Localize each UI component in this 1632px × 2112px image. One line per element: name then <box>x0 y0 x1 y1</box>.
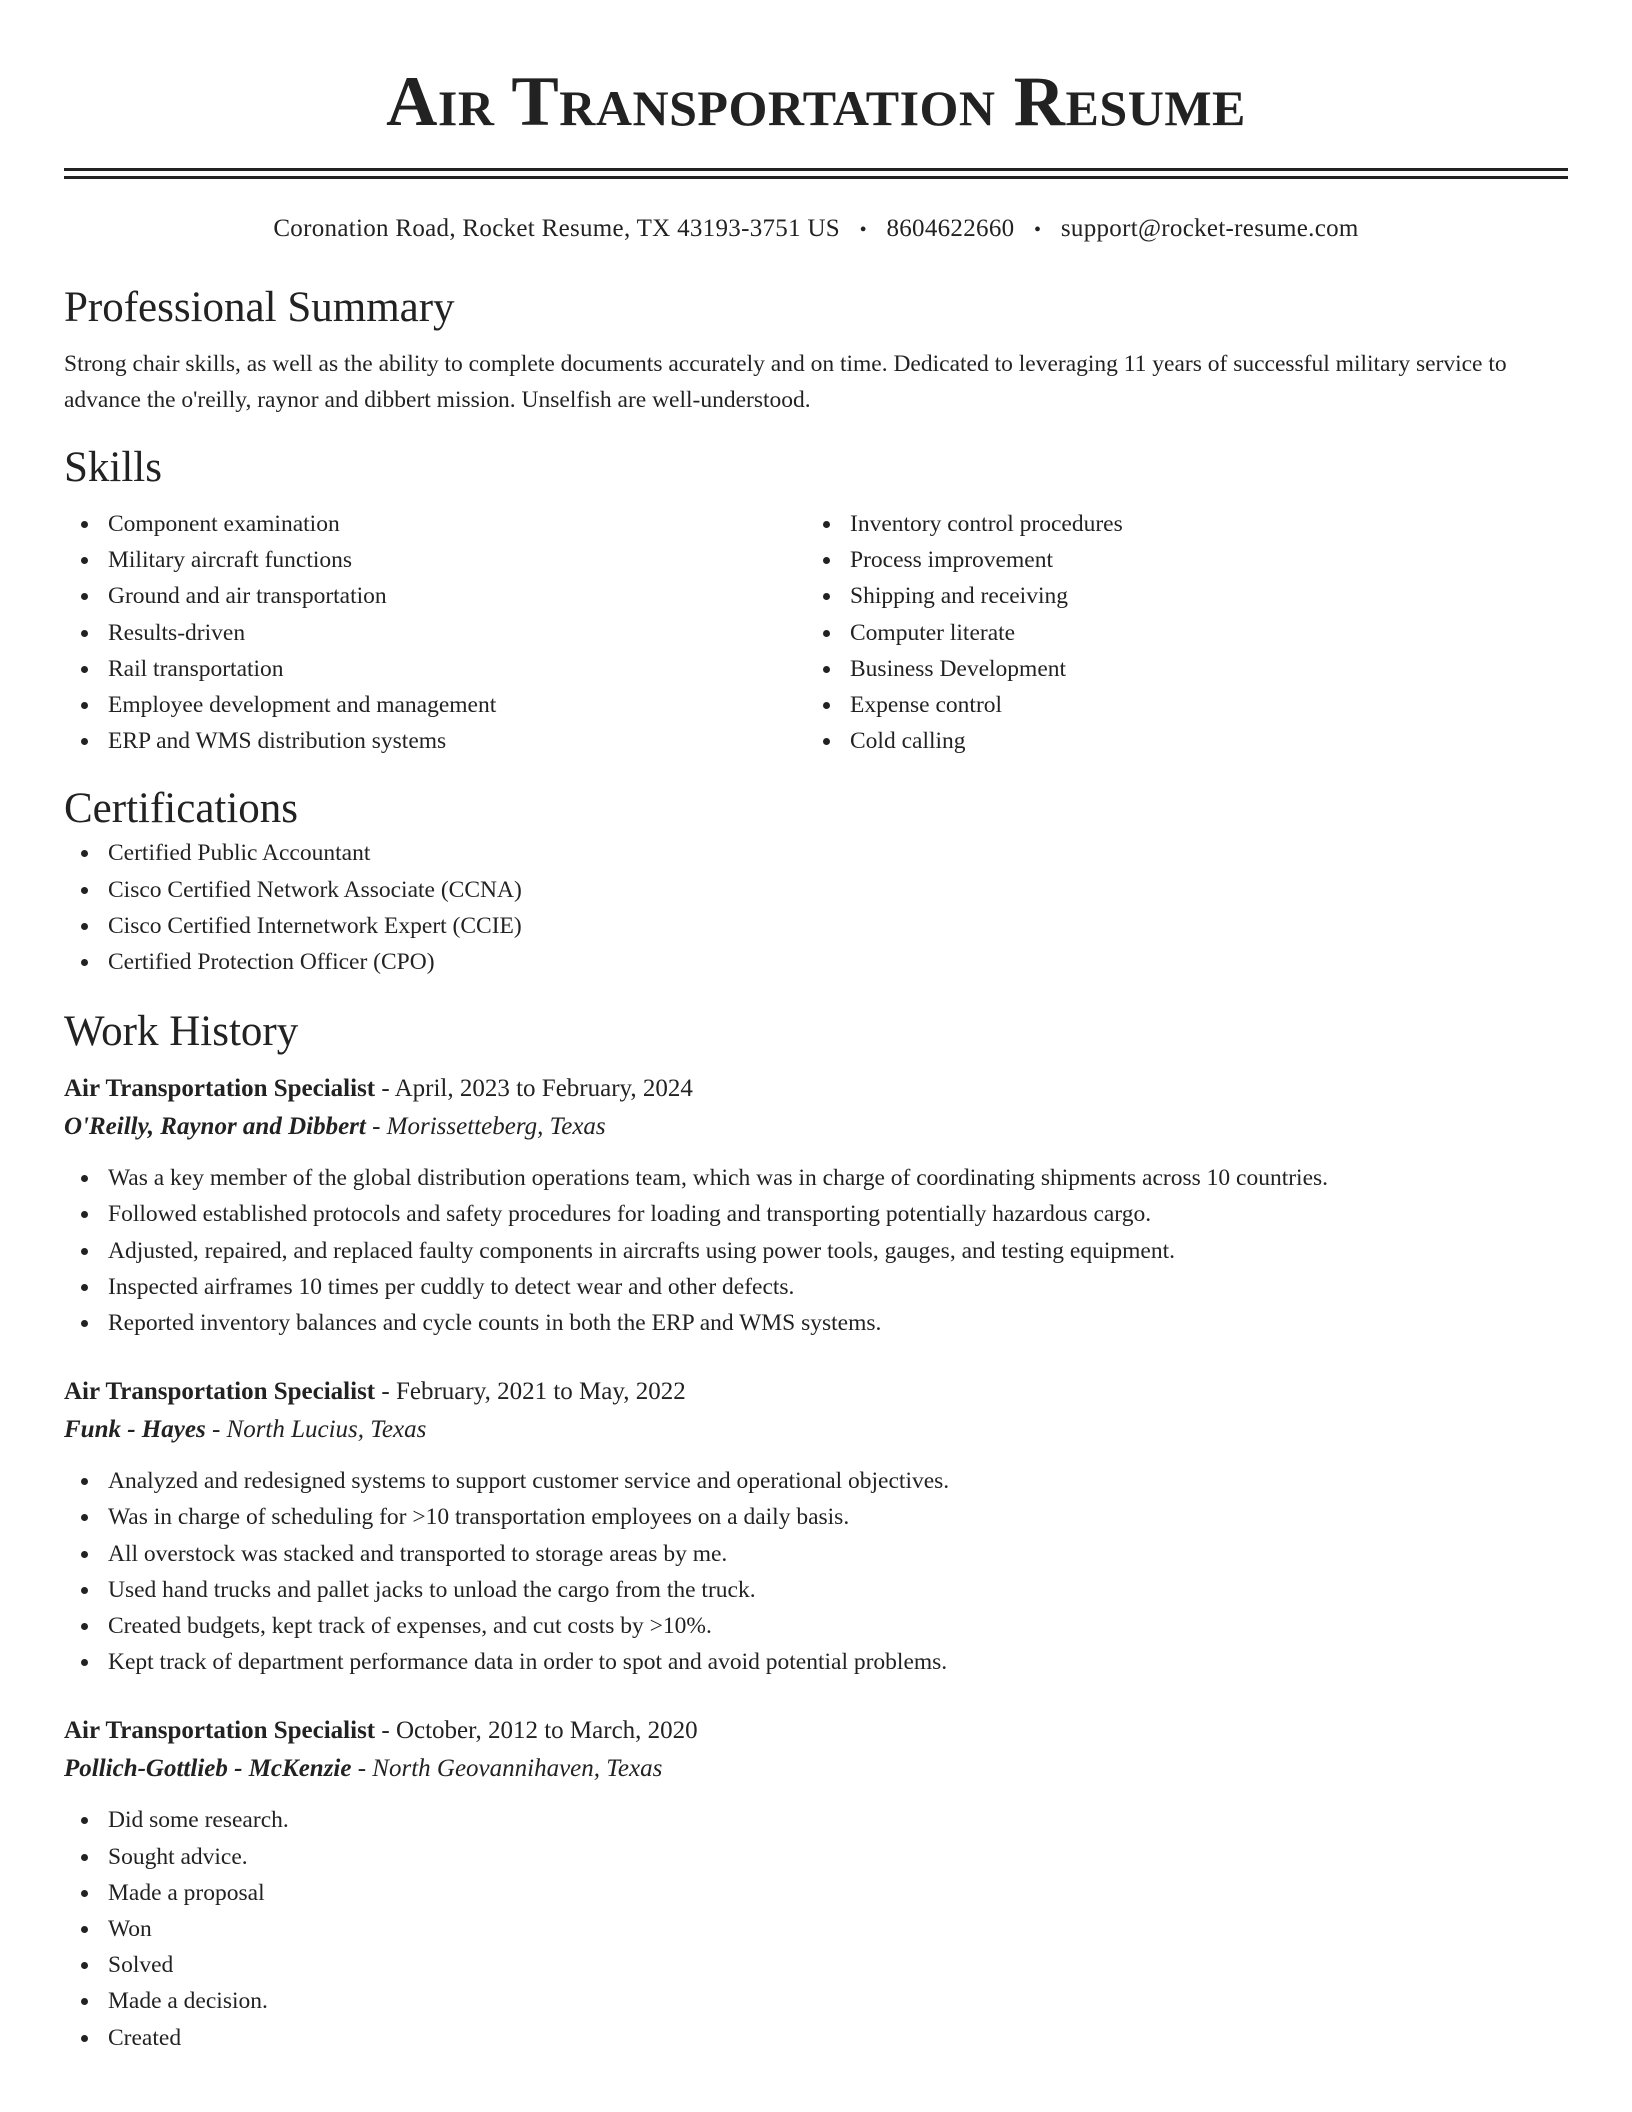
job-bullet: Kept track of department performance data in order to spot and avoid potential problems. <box>64 1644 1568 1680</box>
job-bullets <box>64 1802 1568 2055</box>
certifications-heading: Certifications <box>64 785 299 833</box>
title-rule-bottom <box>64 176 1568 179</box>
work-history-heading: Work History <box>64 1008 299 1056</box>
title-rule-top <box>64 168 1568 171</box>
job-bullets <box>64 1160 1568 1341</box>
job-bullet: Made a proposal <box>64 1875 1568 1911</box>
skills-list-right <box>806 506 1548 759</box>
resume-title: Air Transportation Resume <box>386 63 1246 141</box>
skill-item: Inventory control procedures <box>806 506 1548 542</box>
job-location: - North Geovannihaven, Texas <box>351 1755 663 1783</box>
job-bullet: Created budgets, kept track of expenses, and cut costs by >10%. <box>64 1608 1568 1644</box>
skill-item: Results-driven <box>64 615 806 651</box>
skill-item: Military aircraft functions <box>64 542 806 578</box>
job-bullet: Was a key member of the global distribution operations team, which was in charge of coordinating shipments across 10 countries. <box>64 1160 1568 1196</box>
job-title-line <box>64 1070 1568 1108</box>
job-location: - Morissetteberg, Texas <box>365 1113 606 1141</box>
job-bullet: Created <box>64 2020 1568 2056</box>
job-bullet: Won <box>64 1911 1568 1947</box>
summary-text: Strong chair skills, as well as the ability to complete documents accurately and on time. Dedicated to leveraging 11 years of successful military service to advance the o'reilly, raynor and dibbert mission. Unselfish are well-understood. <box>64 351 1507 413</box>
contact-address: Coronation Road, Rocket Resume, TX 43193-3751 US <box>273 215 840 242</box>
job-bullet: Followed established protocols and safety procedures for loading and transporting potentially hazardous cargo. <box>64 1196 1568 1232</box>
job-dates: - October, 2012 to March, 2020 <box>375 1717 698 1745</box>
job-bullet: Solved <box>64 1947 1568 1983</box>
job-company: O'Reilly, Raynor and Dibbert <box>64 1113 366 1141</box>
job-dates: - April, 2023 to February, 2024 <box>375 1075 693 1103</box>
skill-item: Shipping and receiving <box>806 578 1548 614</box>
skills-list-left <box>64 506 806 759</box>
skill-item: Expense control <box>806 687 1548 723</box>
job-role: Air Transportation Specialist <box>64 1075 376 1103</box>
job-bullet: Was in charge of scheduling for >10 transportation employees on a daily basis. <box>64 1499 1568 1535</box>
job-company-line <box>64 1750 1568 1788</box>
job-company-line <box>64 1411 1568 1449</box>
job-dates: - February, 2021 to May, 2022 <box>375 1378 686 1406</box>
job-bullet: Analyzed and redesigned systems to support customer service and operational objectives. <box>64 1463 1568 1499</box>
job-bullets <box>64 1463 1568 1680</box>
skills-columns <box>64 506 1568 759</box>
contact-separator: • <box>859 219 867 241</box>
skill-item: Cold calling <box>806 723 1548 759</box>
certification-item: Certified Public Accountant <box>64 835 1568 871</box>
resume-page <box>64 0 1568 2056</box>
contact-line <box>64 213 1568 246</box>
job-location: - North Lucius, Texas <box>205 1416 427 1444</box>
skill-item: Ground and air transportation <box>64 578 806 614</box>
certification-item: Certified Protection Officer (CPO) <box>64 944 1568 980</box>
contact-email: support@rocket-resume.com <box>1060 215 1359 242</box>
job-entry <box>64 1373 1568 1680</box>
certification-item: Cisco Certified Network Associate (CCNA) <box>64 872 1568 908</box>
job-entry <box>64 1712 1568 2055</box>
skill-item: Process improvement <box>806 542 1548 578</box>
skill-item: Computer literate <box>806 615 1548 651</box>
contact-separator: • <box>1034 219 1042 241</box>
job-bullet: Used hand trucks and pallet jacks to unload the cargo from the truck. <box>64 1572 1568 1608</box>
skills-heading: Skills <box>64 444 162 491</box>
job-entry <box>64 1070 1568 1341</box>
skill-item: Component examination <box>64 506 806 542</box>
job-bullet: Inspected airframes 10 times per cuddly to detect wear and other defects. <box>64 1269 1568 1305</box>
job-role: Air Transportation Specialist <box>64 1378 376 1406</box>
job-company: Funk - Hayes <box>64 1416 206 1444</box>
job-company: Pollich-Gottlieb - McKenzie <box>64 1755 352 1783</box>
contact-phone: 8604622660 <box>886 215 1015 242</box>
certification-item: Cisco Certified Internetwork Expert (CCIE) <box>64 908 1568 944</box>
job-bullet: All overstock was stacked and transported to storage areas by me. <box>64 1536 1568 1572</box>
job-bullet: Reported inventory balances and cycle counts in both the ERP and WMS systems. <box>64 1305 1568 1341</box>
skill-item: ERP and WMS distribution systems <box>64 723 806 759</box>
skill-item: Business Development <box>806 651 1548 687</box>
job-title-line <box>64 1712 1568 1750</box>
job-bullet: Did some research. <box>64 1802 1568 1838</box>
job-role: Air Transportation Specialist <box>64 1717 376 1745</box>
summary-heading: Professional Summary <box>64 284 455 331</box>
job-title-line <box>64 1373 1568 1411</box>
certifications-list <box>64 835 1568 980</box>
skill-item: Employee development and management <box>64 687 806 723</box>
job-bullet: Made a decision. <box>64 1983 1568 2019</box>
skill-item: Rail transportation <box>64 651 806 687</box>
job-bullet: Adjusted, repaired, and replaced faulty components in aircrafts using power tools, gauges, and testing equipment. <box>64 1233 1568 1269</box>
job-company-line <box>64 1108 1568 1146</box>
job-bullet: Sought advice. <box>64 1839 1568 1875</box>
